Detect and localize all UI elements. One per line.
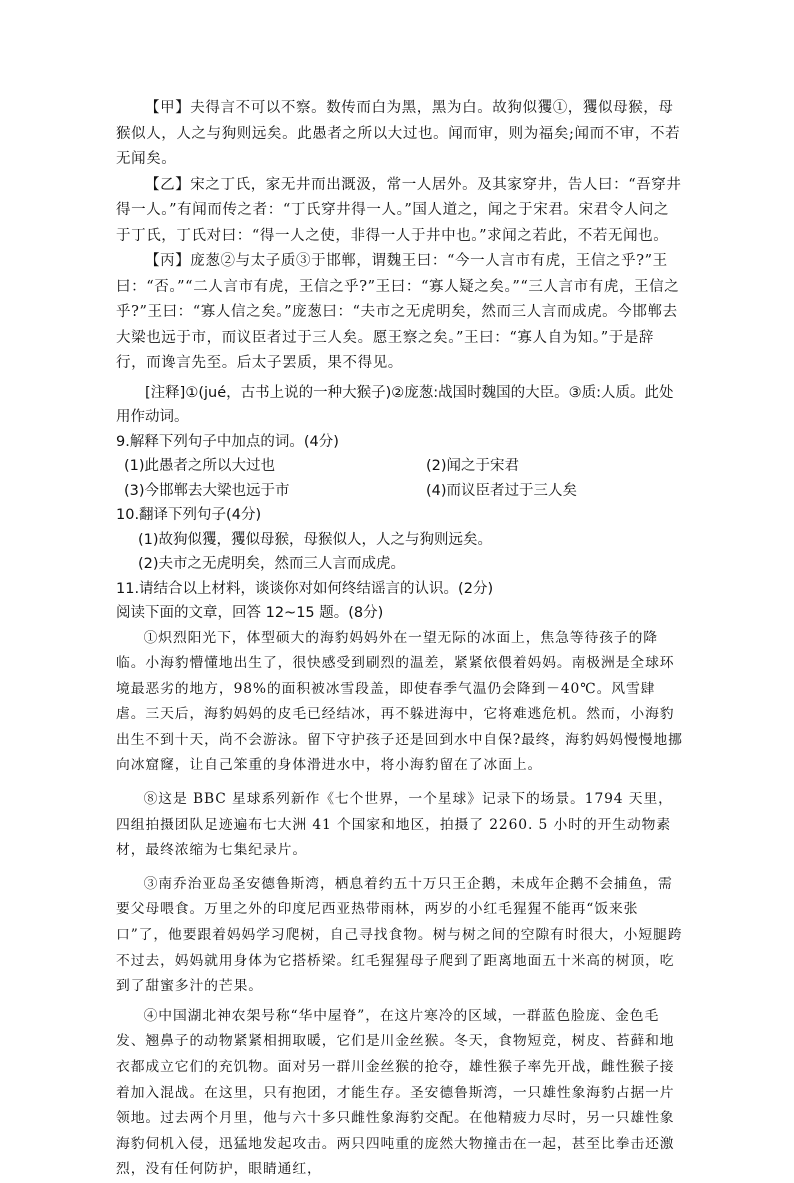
question-9-item-2: (2)闻之于宋君 [426,458,520,474]
classical-passage [116,96,684,377]
question-9-row-2 [116,479,684,504]
modern-passage [116,626,684,1183]
passage-bing: 【丙】庞葱②与太子质③于邯郸，谓魏王曰：“今一人言市有虎，王信之乎?”王曰：“否。”“二人言市有虎，王信之乎?”王曰：“寡人疑之矣。”“三人言市有虎，王信之乎?”王曰：“寡人信之矣。”庞葱曰：“夫市之无虎明矣，然而三人言而成虎。今邯郸去大梁也远于市，而议臣者过于三人矣。愿王察之矣。”王曰：“寡人自为知。”于是辞行，而谗言先至。后太子罢质，果不得见。 [116,253,680,371]
question-9-title: 9.解释下列句子中加点的词。(4分) [116,433,339,450]
question-10-item-2: (2)夫市之无虎明矣，然而三人言而成虎。 [138,556,406,572]
reading-intro: 阅读下面的文章，回答 12~15 题。(8分) [116,605,384,621]
question-11-title: 11.请结合以上材料，谈谈你对如何终结谣言的认识。(2分) [116,580,494,597]
annotation-note: [注释]①(jué，古书上说的一种大猴子)②庞葱:战国时魏国的大臣。③质:人质。此处用作动词。 [116,384,674,425]
question-9-item-3: (3)今邯郸去大梁也远于市 [124,482,290,499]
passage-jia: 【甲】夫得言不可以不察。数传而白为黑，黑为白。故狗似玃①，玃似母猴，母猴似人，人之与狗则远矣。此愚者之所以大过也。闻而审，则为福矣;闻而不审，不若无闻矣。 [116,100,681,167]
question-9-item-4: (4)而议臣者过于三人矣 [426,482,578,499]
question-10-item-1: (1)故狗似玃，玃似母猴，母猴似人，人之与狗则远矣。 [138,531,493,548]
reading-paragraph-4: ④中国湖北神农架号称“华中屋脊”，在这片寒冷的区域，一群蓝色脸庞、金色毛发、翘鼻子的动物紧紧相拥取暖，它们是川金丝猴。冬天，食物短竞，树皮、苔藓和地衣都成立它们的充饥物。面对另一群川金丝猴的抢夺，雄性猴子率先开战，雌性猴子接着加入混战。在这里，只有抱团，才能生存。圣安德鲁斯湾，一只雄性象海豹占据一片领地。过去两个月里，他与六十多只雌性象海豹交配。在他精疲力尽时，另一只雄性象海豹伺机入侵，迅猛地发起攻击。两只四吨重的庞然大物撞击在一起，甚至比拳击还激烈，没有任何防护，眼睛通红， [116,1007,675,1178]
questions-section [116,381,684,626]
question-9-item-1: (1)此愚者之所以大过也 [124,458,276,474]
reading-paragraph-3: ③南乔治亚岛圣安德鲁斯湾，栖息着约五十万只王企鹅，未成年企鹅不会捕鱼，需要父母喂食。万里之外的印度尼西亚热带雨林，两岁的小红毛猩猩不能再“饭来张口”了，他要跟着妈妈学习爬树，自己寻找食物。树与树之间的空隙有时很大，小短腿跨不过去，妈妈就用身体为它搭桥梁。红毛猩猩母子爬到了距离地面五十米高的树顶，吃到了甜蜜多汁的芒果。 [116,875,683,995]
reading-paragraph-2: ⑧这是 BBC 星球系列新作《七个世界，一个星球》记录下的场景。1794 天里，四组拍摄团队足迹遍布七大洲 41 个国家和地区，拍摄了 2260. 5 小时的开生动物素材，最终浓缩为七集纪录片。 [116,791,673,859]
question-10-title: 10.翻译下列句子(4分) [116,507,262,523]
reading-paragraph-1: ①炽烈阳光下，体型硕大的海豹妈妈外在一望无际的冰面上，焦急等待孩子的降临。小海豹懵懂地出生了，很快感受到刷烈的温差，紧紧依偎着妈妈。南极洲是全球环境最恶劣的地方，98%的面积被冰雪段盖，即使春季气温仍会降到－40℃。风雪肆虐。三天后，海豹妈妈的皮毛已经结冰，再不躲进海中，它将难逃危机。然而，小海豹出生不到十天，尚不会游泳。留下守护孩子还是回到水中自保?最终，海豹妈妈慢慢地挪向冰窟窿，让自己笨重的身体滑进水中，将小海豹留在了冰面上。 [116,629,683,774]
passage-yi: 【乙】宋之丁氏，家无井而出溉汲，常一人居外。及其家穿井，告人曰：“吾穿井得一人。”有闻而传之者：“丁氏穿井得一人。”国人道之，闻之于宋君。宋君令人问之于丁氏，丁氏对曰：“得一人之使，非得一人于井中也。”求闻之若此，不若无闻也。 [116,176,682,244]
question-9-row-1 [116,454,684,479]
